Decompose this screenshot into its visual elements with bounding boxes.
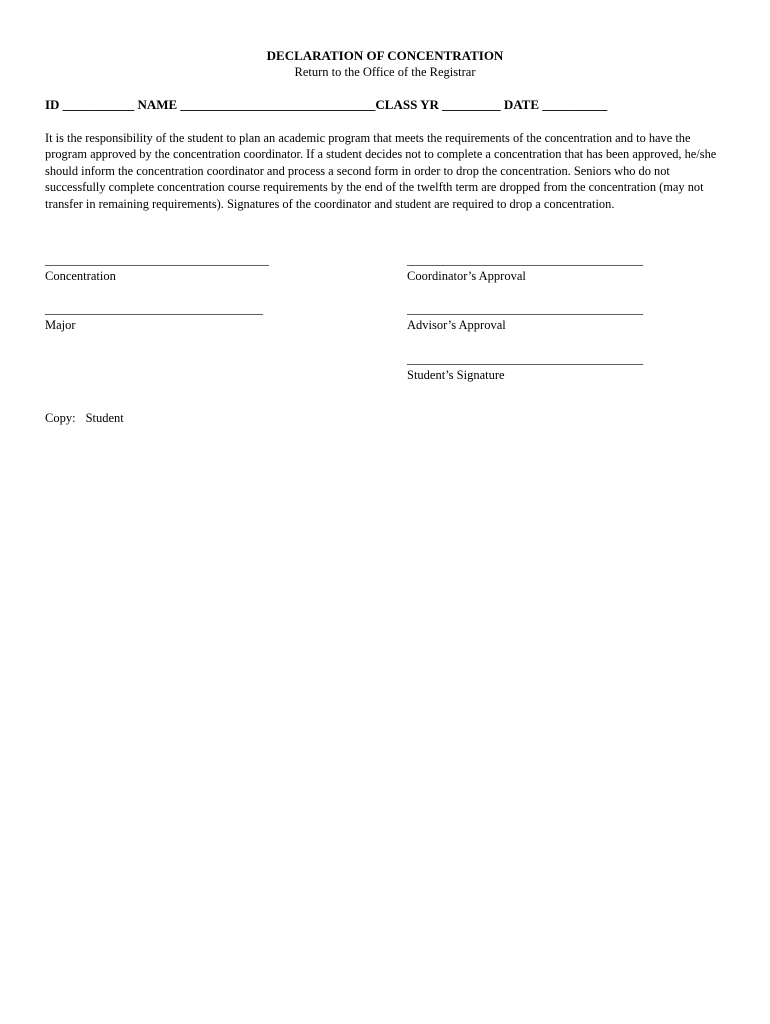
copy-label: Copy: [45,411,76,425]
major-label: Major [45,318,76,332]
page-subtitle: Return to the Office of the Registrar [294,65,476,79]
instructions-paragraph: It is the responsibility of the student to plan an academic program that meets the requirements of the concentration and to have the program approved by the concentration coordinator. If a student decides not to complete a concentration that has been approved, he/she should inform the concentration coordinator and process a second form in order to drop the concentration. Seniors who do not successfully complete concentration course requirements by the end of the twelfth term are dropped from the concentration (may not transfer in remaining requirements). Signatures of the coordinator and student are required to drop a concentration. [45,131,717,211]
concentration-line: _____________________________________ [45,253,269,267]
concentration-label: Concentration [45,269,116,283]
student-line: _______________________________________ [407,352,643,366]
major-signature-block [45,301,263,333]
id-name-class-date-fields: ID ___________ NAME ______________________________CLASS YR _________ DATE __________ [45,97,608,112]
advisor-signature-block [407,301,643,333]
student-signature-block [407,351,643,383]
student-label: Student’s Signature [407,368,505,382]
major-line: ____________________________________ [45,302,263,316]
advisor-label: Advisor’s Approval [407,318,506,332]
copy-distribution [45,410,124,426]
coordinator-line: _______________________________________ [407,253,643,267]
copy-value: Student [85,411,124,425]
advisor-line: _______________________________________ [407,302,643,316]
page-title: DECLARATION OF CONCENTRATION [266,48,504,63]
coordinator-label: Coordinator’s Approval [407,269,526,283]
coordinator-signature-block [407,252,643,284]
concentration-signature-block [45,252,269,284]
